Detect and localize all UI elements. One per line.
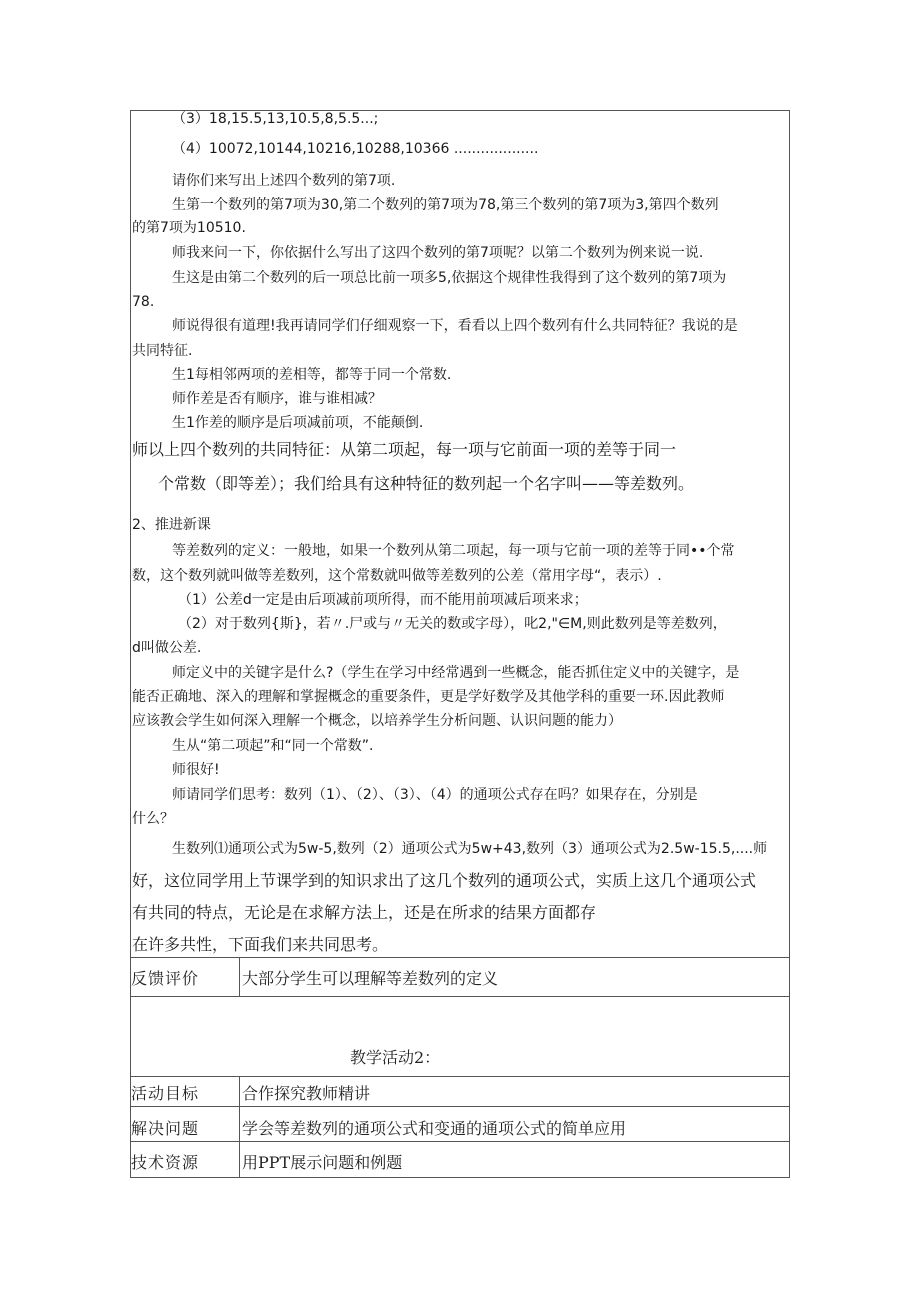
- text-line: 师说得很有道理!我再请同学们仔细观察一下，看看以上四个数列有什么共同特征？我说的是: [172, 318, 738, 334]
- text-line: 什么？: [132, 811, 174, 827]
- section-heading: 2、推进新课: [132, 517, 211, 533]
- text-line: 师作差是否有顺序，谁与谁相减？: [172, 391, 382, 407]
- table-divider: [130, 1141, 790, 1142]
- text-line: 生第一个数列的第7项为30,第二个数列的第7项为78,第三个数列的第7项为3,第四个数列: [172, 197, 719, 213]
- text-line: 师请同学们思考：数列（1）、（2）、（3）、（4）的通项公式存在吗？如果存在，分别是: [172, 787, 698, 803]
- feedback-value: 大部分学生可以理解等差数列的定义: [242, 969, 499, 988]
- text-line: 个常数（即等差）；我们给具有这种特征的数列起一个名字叫——等差数列。: [158, 474, 695, 493]
- problem-solved-value: 学会等差数列的通项公式和变通的通项公式的简单应用: [242, 1119, 627, 1138]
- text-line: 师以上四个数列的共同特征：从第二项起，每一项与它前面一项的差等于同一: [132, 440, 677, 459]
- text-line: 能否正确地、深入的理解和掌握概念的重要条件，更是学好数学及其他学科的重要一环.因此教师: [132, 689, 725, 705]
- text-line: 应该教会学生如何深入理解一个概念，以培养学生分析问题、认识问题的能力）: [132, 713, 622, 729]
- text-line: （2）对于数列{斯}，若〃.尸或与〃无关的数或字母），叱2,"∈M,则此数列是等差数列，: [178, 616, 727, 632]
- activity-goal-label: 活动目标: [131, 1084, 200, 1103]
- text-line: 师定义中的关键字是什么?（学生在学习中经常遇到一些概念，能否抓住定义中的关键字，是: [172, 665, 740, 681]
- text-line: 数，这个数列就叫做等差数列，这个常数就叫做等差数列的公差（常用字母“，表示）.: [132, 568, 662, 584]
- text-line: 师我来问一下，你依据什么写出了这四个数列的第7项呢？以第二个数列为例来说一说.: [172, 245, 704, 261]
- activity-title: 教学活动2：: [350, 1048, 441, 1067]
- table-divider: [130, 996, 790, 997]
- text-line: 生1每相邻两项的差相等，都等于同一个常数.: [172, 367, 452, 383]
- text-line: 的第7项为10510.: [132, 220, 246, 236]
- tech-resource-value: 用PPT展示问题和例题: [242, 1153, 403, 1172]
- table-column-divider: [239, 957, 240, 996]
- table-divider: [130, 1076, 790, 1077]
- table-column-divider: [239, 1076, 240, 1178]
- text-line: 请你们来写出上述四个数列的第7项.: [172, 173, 396, 189]
- text-line: 好，这位同学用上节课学到的知识求出了这几个数列的通项公式，实质上这几个通项公式: [132, 871, 757, 890]
- text-line: 有共同的特点，无论是在求解方法上，还是在所求的结果方面都存: [132, 903, 597, 922]
- feedback-label: 反馈评价: [131, 969, 200, 988]
- text-line: 生这是由第二个数列的后一项总比前一项多5,依据这个规律性我得到了这个数列的第7项为: [172, 270, 727, 286]
- sequence-4-line: （4）10072,10144,10216,10288,10366 ...................: [172, 141, 539, 157]
- text-line: 生1作差的顺序是后项减前项，不能颠倒.: [172, 415, 424, 431]
- activity-goal-value: 合作探究教师精讲: [242, 1084, 371, 1103]
- problem-solved-label: 解决问题: [131, 1119, 200, 1138]
- tech-resource-label: 技术资源: [131, 1153, 200, 1172]
- text-line: （1）公差d一定是由后项减前项所得，而不能用前项减后项来求；: [178, 592, 588, 608]
- text-line: 共同特征.: [132, 343, 193, 359]
- text-line: 78.: [132, 294, 155, 310]
- text-line: 生数列⑴通项公式为5w-5,数列（2）通项公式为5w+43,数列（3）通项公式为2.5w-15.5,....师: [172, 841, 768, 857]
- table-divider: [130, 957, 790, 958]
- table-divider: [130, 1106, 790, 1107]
- text-line: 师很好!: [172, 762, 220, 778]
- text-line: 等差数列的定义：一般地，如果一个数列从第二项起，每一项与它前一项的差等于同••个常: [172, 543, 735, 559]
- text-line: 生从“第二项起”和“同一个常数”.: [172, 738, 374, 754]
- text-line: d叫做公差.: [132, 640, 202, 656]
- text-line: 在许多共性，下面我们来共同思考。: [132, 935, 389, 954]
- sequence-3-line: （3）18,15.5,13,10.5,8,5.5...;: [172, 111, 379, 127]
